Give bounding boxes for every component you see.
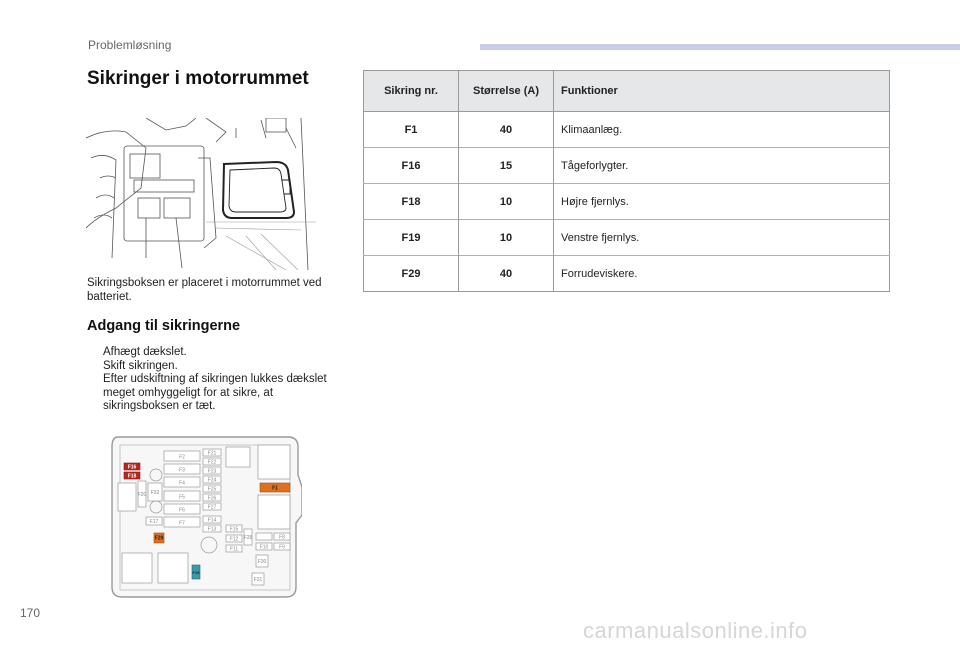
table-row — [364, 256, 890, 292]
fuse-label: F20 — [137, 492, 147, 498]
fuse-label: F32 — [150, 490, 160, 496]
engine-compartment-image — [86, 118, 316, 270]
column-header: Sikring nr. — [364, 71, 459, 112]
section-subheading: Adgang til sikringerne — [87, 318, 241, 334]
image-caption: Sikringsboksen er placeret i motorrummet ved batteriet. — [87, 277, 322, 303]
fuse-label: F4 — [179, 480, 185, 487]
fuse-number: F19 — [364, 220, 459, 256]
fuse-label: F6 — [179, 507, 185, 514]
list-item: Afhægt dækslet. — [103, 346, 187, 358]
fuse-function: Højre fjernlys. — [554, 184, 890, 220]
fuse-label: F15 — [229, 526, 239, 533]
column-header: Funktioner — [554, 71, 890, 112]
fuse-amperage: 10 — [459, 220, 554, 256]
fuse-label: F26 — [207, 495, 217, 502]
fuse-label: F2 — [179, 454, 185, 461]
fuse-label: F24 — [207, 477, 217, 484]
fuse-label-f18: F18 — [127, 473, 137, 480]
steps-list — [87, 346, 347, 414]
fuse-label: F8 — [279, 534, 285, 541]
fuse-label: F21 — [207, 450, 217, 457]
fuse-number: F1 — [364, 112, 459, 148]
fuse-function: Forrudeviskere. — [554, 256, 890, 292]
table-row — [364, 148, 890, 184]
fuse-label: F28 — [243, 535, 253, 541]
fuse-function: Venstre fjernlys. — [554, 220, 890, 256]
fuse-label: F31 — [253, 577, 263, 583]
fuse-amperage: 15 — [459, 148, 554, 184]
fuse-label: F22 — [207, 459, 217, 466]
fuse-label: F9 — [279, 544, 285, 551]
fuse-label: F17 — [149, 519, 159, 525]
fuse-label: F23 — [207, 468, 217, 475]
page-title: Sikringer i motorrummet — [87, 68, 309, 89]
fuse-label: F7 — [179, 520, 185, 527]
fuse-label: F30 — [257, 559, 267, 565]
table-row — [364, 184, 890, 220]
fuse-label-f19: F19 — [192, 570, 200, 575]
fuse-label-f16: F16 — [127, 464, 137, 471]
fuse-label-f1: F1 — [272, 485, 278, 492]
page-number: 170 — [20, 606, 41, 620]
fuse-label-f29: F29 — [154, 535, 164, 542]
fuse-number: F18 — [364, 184, 459, 220]
table-header-row — [364, 71, 890, 112]
table-row — [364, 112, 890, 148]
fuse-label: F3 — [179, 467, 185, 474]
fuse-number: F16 — [364, 148, 459, 184]
section-label: Problemløsning — [88, 38, 172, 52]
list-item: Skift sikringen. — [103, 359, 178, 372]
column-header: Størrelse (A) — [459, 71, 554, 112]
list-item: Efter udskiftning af sikringen lukkes dækslet meget omhyggeligt for at sikre, at sikringsboksen er tæt. — [103, 373, 327, 412]
fuse-function: Tågeforlygter. — [554, 148, 890, 184]
fuse-label: F13 — [207, 526, 217, 533]
fuse-amperage: 40 — [459, 112, 554, 148]
fuse-number: F29 — [364, 256, 459, 292]
header-accent-bar — [480, 44, 960, 50]
fuse-label: F10 — [259, 544, 269, 551]
fuse-label: F27 — [207, 504, 217, 511]
fuse-layout-diagram — [108, 435, 302, 599]
table-row — [364, 220, 890, 256]
fuse-amperage: 40 — [459, 256, 554, 292]
fuse-function: Klimaanlæg. — [554, 112, 890, 148]
fuse-label: F25 — [207, 486, 217, 493]
fuse-label: F5 — [179, 494, 185, 501]
fuse-label: F11 — [229, 546, 239, 553]
fuse-label: F12 — [229, 536, 239, 543]
fuse-table — [363, 70, 890, 292]
fuse-label: F14 — [207, 517, 217, 524]
fuse-amperage: 10 — [459, 184, 554, 220]
watermark: carmanualsonline.info — [583, 618, 808, 643]
